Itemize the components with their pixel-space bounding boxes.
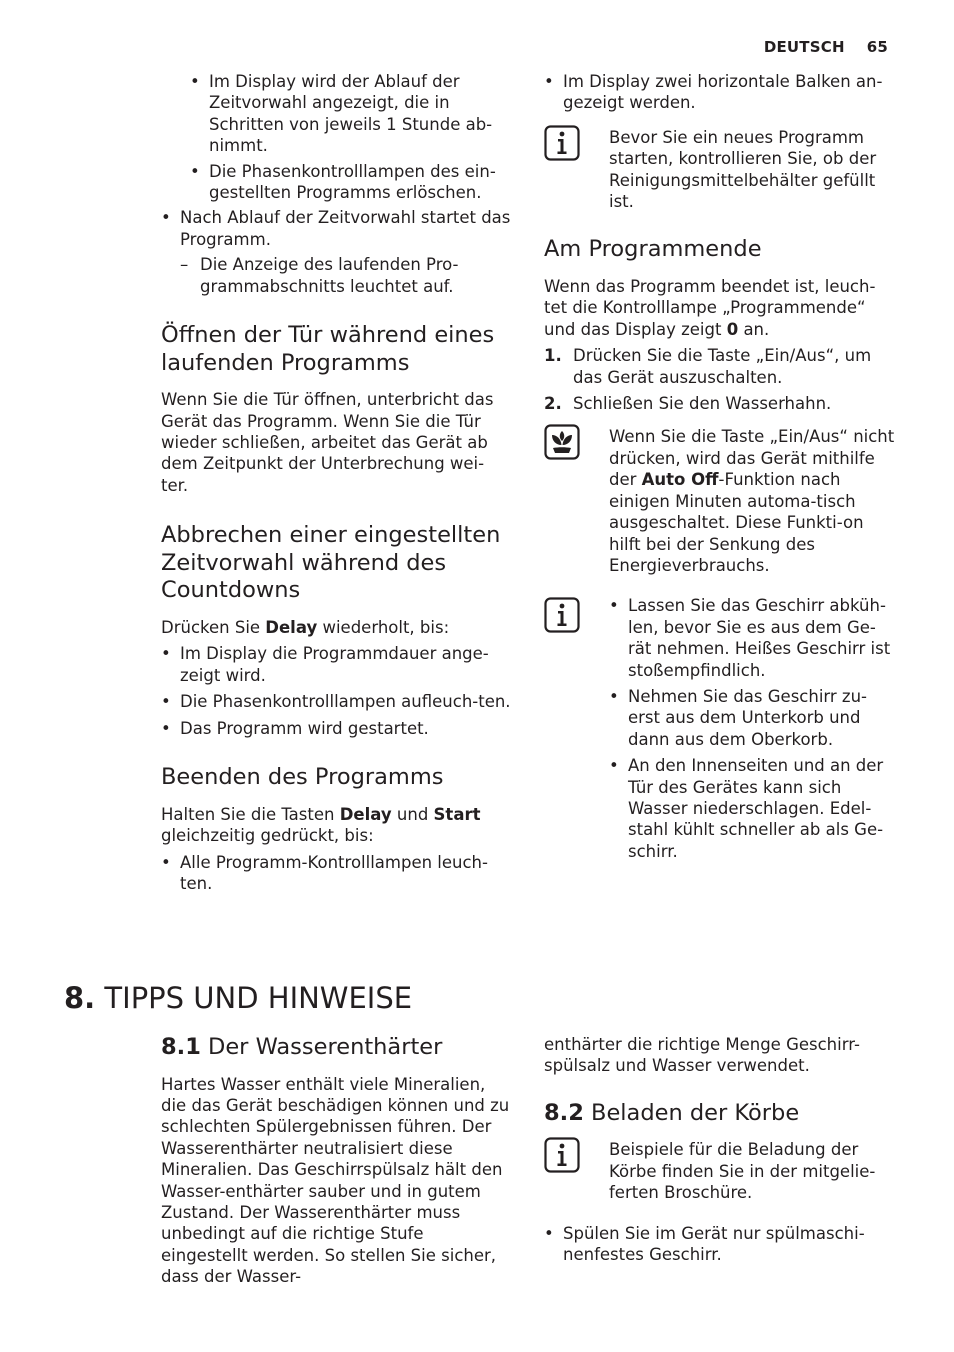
info-note (544, 595, 896, 862)
chapter-title: TIPPS UND HINWEISE (104, 981, 413, 1015)
section-number: 8.2 (544, 1099, 584, 1126)
list-item-text: An den Innenseiten und an der Tür des Gerätes kann sich Wasser niederschlagen. Edel-stahl kühlt schneller ab als Ge-schirr. (628, 756, 884, 861)
cancel-heading (161, 522, 511, 605)
intro-text: und (391, 804, 434, 824)
door-heading (161, 322, 511, 377)
dash-item (161, 254, 511, 297)
dash-mark: – (180, 255, 189, 275)
info-icon (544, 1137, 580, 1173)
bullet-mark: • (161, 692, 171, 712)
list-item-text: Im Display wird der Ablauf der Zeitvorwahl angezeigt, die in Schritten von jeweils 1 Stunde ab-nimmt. (209, 72, 493, 156)
end-heading: Beenden des Programms (161, 764, 444, 791)
cancel-heading-line: Zeitvorwahl während des (161, 549, 447, 576)
list-item-text: Das Programm wird gestartet. (180, 718, 429, 738)
list-item (161, 852, 511, 895)
list-item (161, 207, 511, 250)
list-item (190, 71, 511, 157)
list-item-text: Lassen Sie das Geschirr abküh-len, bevor Sie es aus dem Ge-rät nehmen. Heißes Geschirr ist stoßempfindlich. (628, 596, 891, 680)
section-heading (161, 1034, 513, 1062)
cancel-heading-line: Countdowns (161, 577, 301, 604)
intro-text: Halten Sie die Tasten (161, 804, 340, 824)
intro-text: Drücken Sie (161, 618, 266, 638)
bullet-mark: • (609, 756, 619, 776)
body-text: Wenn das Programm beendet ist, leuch-tet die Kontrolllampe „Programmende“ und das Display zeigt (544, 277, 876, 339)
list-item-text: Im Display zwei horizontale Balken an-gezeigt werden. (563, 72, 883, 113)
list-item-text: Nehmen Sie das Geschirr zu-erst aus dem Unterkorb und dann aus dem Oberkorb. (628, 686, 868, 749)
bullet-mark: • (161, 852, 171, 872)
intro-text: wiederholt, bis: (317, 618, 450, 638)
numbered-step (544, 345, 896, 388)
info-note-text: Beispiele für die Beladung der Körbe finden Sie in der mitgelie-ferten Broschüre. (609, 1140, 876, 1203)
bullet-mark: • (544, 1223, 554, 1243)
eco-note (544, 426, 896, 576)
environment-icon (544, 424, 580, 460)
door-body: Wenn Sie die Tür öffnen, unterbricht das Gerät das Programm. Wenn Sie die Tür wieder schließen, arbeitet das Gerät ab dem Zeitpunkt der Unterbrechung wei-ter. (161, 390, 494, 495)
page-number: 65 (866, 38, 888, 56)
section-number: 8.1 (161, 1034, 201, 1060)
list-item (609, 755, 896, 862)
door-heading-line: Öffnen der Tür während eines (161, 322, 495, 349)
dash-item-text: Die Anzeige des laufenden Pro-grammabschnitts leuchtet auf. (200, 255, 459, 296)
bullet-mark: • (544, 72, 554, 91)
note-text: -Funktion nach einigen Minuten automa-tisch ausgeschaltet. Diese Funkti-on hilft bei der Senkung des Energieverbrauchs. (609, 470, 864, 575)
info-note-text: Bevor Sie ein neues Programm starten, kontrollieren Sie, ob der Reinigungsmittelbehälter gefüllt ist. (609, 127, 877, 212)
start-key-label: Start (433, 804, 481, 824)
bullet-mark: • (161, 208, 171, 228)
step-text: Schließen Sie den Wasserhahn. (573, 394, 832, 414)
program-end-body (544, 276, 896, 340)
info-note (544, 1139, 896, 1203)
door-heading-line: laufenden Programms (161, 349, 410, 376)
display-value: 0 (726, 319, 739, 339)
step-number: 2. (544, 394, 562, 414)
body-text: an. (738, 319, 770, 339)
list-item (161, 691, 511, 712)
info-icon (544, 597, 580, 633)
list-item (609, 686, 896, 750)
section-title: Beladen der Körbe (591, 1099, 800, 1126)
eco-note-text (609, 426, 896, 576)
list-item (161, 643, 511, 686)
list-item (544, 71, 896, 114)
section-title: Der Wasserenthärter (208, 1034, 443, 1060)
list-item-text: Nach Ablauf der Zeitvorwahl startet das Programm. (180, 208, 511, 249)
bullet-mark: • (609, 596, 619, 616)
list-item (161, 718, 511, 739)
note-text: Wenn Sie die Taste „Ein/Aus“ nicht drücken, wird das Gerät mithilfe der (609, 427, 895, 490)
numbered-step (544, 393, 896, 414)
list-item (609, 595, 896, 681)
bullet-mark: • (161, 644, 171, 664)
info-note (544, 127, 896, 213)
sub-bullet-list (161, 71, 511, 203)
chapter-heading (64, 978, 412, 1018)
bullet-mark: • (190, 72, 200, 91)
step-text: Drücken Sie die Taste „Ein/Aus“, um das Gerät auszuschalten. (573, 346, 872, 387)
end-intro (161, 804, 511, 847)
list-item (544, 1223, 896, 1266)
bullet-mark: • (609, 686, 619, 706)
left-column (161, 71, 511, 894)
list-item-text: Im Display die Programmdauer ange-zeigt wird. (180, 644, 489, 685)
intro-text: gleichzeitig gedrückt, bis: (161, 826, 374, 846)
water-softener-body-continued: enthärter die richtige Menge Geschirr-spülsalz und Wasser verwendet. (544, 1035, 860, 1076)
bullet-mark: • (190, 161, 200, 181)
list-item-text: Spülen Sie im Gerät nur spülmaschi-nenfestes Geschirr. (563, 1223, 865, 1265)
section-heading (544, 1100, 896, 1128)
page-header (764, 38, 888, 56)
step-number: 1. (544, 346, 562, 366)
bullet-mark: • (161, 718, 171, 738)
cancel-heading-line: Abbrechen einer eingestellten (161, 522, 501, 549)
delay-key-label: Delay (265, 618, 318, 638)
list-item (190, 161, 511, 204)
list-item-text: Alle Programm-Kontrolllampen leuch-ten. (180, 852, 488, 893)
section-8-1 (161, 1034, 513, 1288)
cancel-intro (161, 617, 511, 638)
delay-key-label: Delay (339, 804, 392, 824)
program-end-heading: Am Programmende (544, 236, 762, 263)
list-item-text: Die Phasenkontrolllampen aufleuch-ten. (180, 692, 511, 712)
water-softener-body: Hartes Wasser enthält viele Mineralien, die das Gerät beschädigen können und zu schlechten Spülergebnissen führen. Der Wasserenthärter neutralisiert diese Mineralien. Das Geschirrspülsalz hält den Wasser-enthärter sauber und in gutem Zustand. Der Wasserenthärter muss unbedingt auf die richtige Stufe eingestellt werden. So stellen Sie sicher, dass der Wasser- (161, 1074, 510, 1287)
chapter-number: 8. (64, 981, 96, 1015)
auto-off-label: Auto Off (641, 470, 719, 490)
list-item-text: Die Phasenkontrolllampen des ein-gestellten Programms erlöschen. (209, 161, 496, 203)
right-column-lower (544, 1034, 896, 1265)
right-column (544, 71, 896, 862)
info-icon (544, 125, 580, 161)
header-language: DEUTSCH (763, 38, 845, 56)
